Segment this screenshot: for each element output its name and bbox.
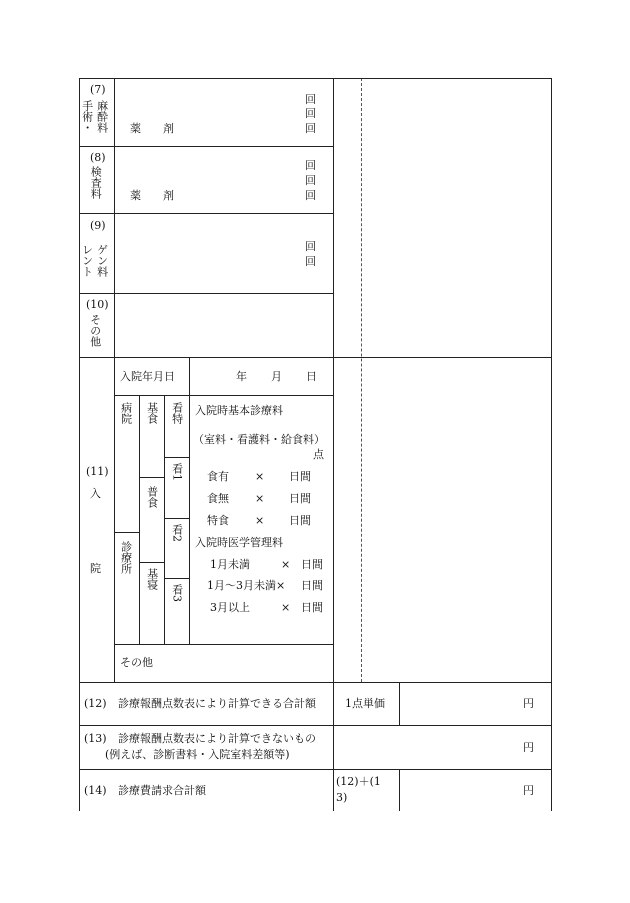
vertical-label-col1: 手術・ <box>80 100 94 133</box>
vertical-label: 検査料 <box>89 166 103 199</box>
times-sign: × <box>281 558 291 571</box>
section-number: (13) <box>84 732 107 745</box>
vertical-label: その他 <box>88 314 102 347</box>
times-sign: × <box>281 601 291 614</box>
section-number: (14) <box>84 784 107 797</box>
kan-3-label: 看3 <box>170 584 184 602</box>
meal-name: 食無 <box>207 492 229 505</box>
row-label: 診療報酬点数表により計算できる合計額 <box>118 697 316 710</box>
drug-label: 薬 剤 <box>130 189 174 202</box>
label-in: 院 <box>90 562 101 575</box>
section-number: (11) <box>86 465 109 478</box>
days-unit: 日間 <box>301 601 323 614</box>
row-sub-label: (例えば、診断書料・入院室料差額等) <box>105 748 290 761</box>
vertical-label-col2: 麻酔料 <box>95 100 109 133</box>
count-unit: 回 <box>305 189 316 202</box>
times-sign: × <box>255 470 265 483</box>
date-day-unit: 日 <box>306 370 317 383</box>
mgmt-name: 1月～3月未満× <box>207 579 286 592</box>
currency-unit: 円 <box>523 697 534 710</box>
row-label: 診療報酬点数表により計算できないもの <box>118 732 316 745</box>
days-unit: 日間 <box>301 558 323 571</box>
count-unit: 回 <box>305 255 316 268</box>
count-unit: 回 <box>305 174 316 187</box>
basic-fee-detail: （室料・看護料・給食料） <box>193 433 325 446</box>
admission-date-label: 入院年月日 <box>120 370 175 383</box>
days-unit: 日間 <box>289 514 311 527</box>
days-unit: 日間 <box>301 579 323 592</box>
section-number: (7) <box>90 83 106 96</box>
label-nyu: 入 <box>90 487 101 500</box>
points-unit: 点 <box>313 448 324 461</box>
formula-line: (12)＋(1 <box>336 775 381 788</box>
count-unit: 回 <box>305 107 316 120</box>
row-label: 診療費請求合計額 <box>118 784 206 797</box>
count-unit: 回 <box>305 159 316 172</box>
date-year-unit: 年 <box>236 370 247 383</box>
section-number: (10) <box>86 298 109 311</box>
meal-name: 食有 <box>207 470 229 483</box>
basic-fee-label: 入院時基本診療料 <box>195 404 283 417</box>
futsu-shoku-label: 普食 <box>145 486 159 508</box>
kan-1-label: 看1 <box>170 463 184 481</box>
section-number: (12) <box>84 697 107 710</box>
days-unit: 日間 <box>289 470 311 483</box>
hospital-label: 病院 <box>119 402 133 424</box>
drug-label: 薬 剤 <box>130 122 174 135</box>
count-unit: 回 <box>305 240 316 253</box>
kihon-shoku-label: 基食 <box>145 402 159 424</box>
currency-unit: 円 <box>523 784 534 797</box>
other-label: その他 <box>120 656 153 669</box>
section-number: (9) <box>90 219 106 232</box>
meal-name: 特食 <box>207 514 229 527</box>
kan-2-label: 看2 <box>170 524 184 542</box>
date-month-unit: 月 <box>271 370 282 383</box>
times-sign: × <box>255 514 265 527</box>
unit-price-label: 1点単価 <box>345 697 385 710</box>
currency-unit: 円 <box>523 741 534 754</box>
medical-mgmt-label: 入院時医学管理料 <box>195 536 283 549</box>
vertical-label-col1: レント <box>80 244 94 277</box>
days-unit: 日間 <box>289 492 311 505</box>
kihon-shin-label: 基寝 <box>145 568 159 590</box>
kan-toku-label: 看特 <box>170 402 184 424</box>
clinic-label: 診療所 <box>119 541 133 574</box>
count-unit: 回 <box>305 122 316 135</box>
mgmt-name: 1月未満 <box>210 558 250 571</box>
formula-line: 3) <box>336 791 348 804</box>
times-sign: × <box>255 492 265 505</box>
count-unit: 回 <box>305 93 316 106</box>
vertical-label-col2: ゲン料 <box>95 244 109 277</box>
section-number: (8) <box>90 151 106 164</box>
mgmt-name: 3月以上 <box>210 601 250 614</box>
